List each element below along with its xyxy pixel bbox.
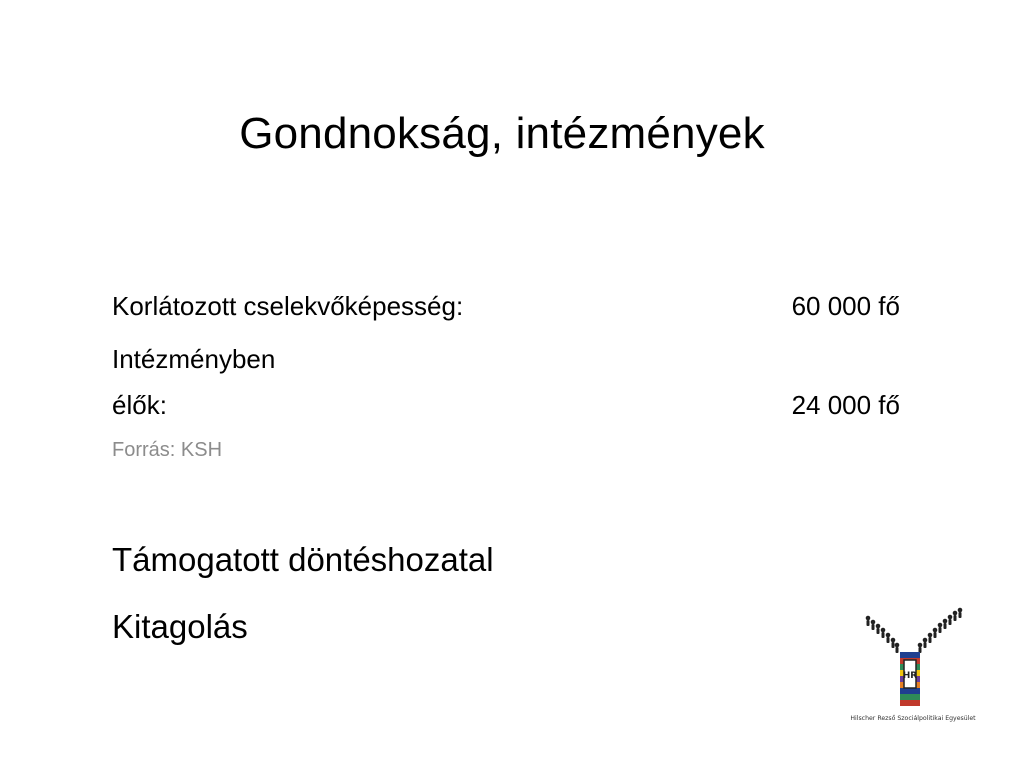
source-note: Forrás: KSH [112, 439, 223, 461]
zipper-people-logo-icon [846, 600, 980, 724]
organization-logo [846, 600, 980, 724]
stat-label-institution-line2: élők: [112, 390, 167, 420]
stat-label-institution-line1: Intézményben [112, 344, 276, 374]
topic-deinstitutionalisation: Kitagolás [112, 608, 248, 645]
stat-value-institution: 24 000 fő [791, 390, 900, 420]
topic-supported-decision-making: Támogatott döntéshozatal [112, 541, 494, 578]
logo-caption: Hilscher Rezső Szociálpolitikai Egyesület [850, 715, 976, 722]
svg-text:HR: HR [902, 671, 918, 681]
stat-label-limited-capacity: Korlátozott cselekvőképesség: [112, 291, 464, 321]
slide-title: Gondnokság, intézmények [239, 109, 765, 158]
stat-value-limited-capacity: 60 000 fő [791, 291, 900, 321]
